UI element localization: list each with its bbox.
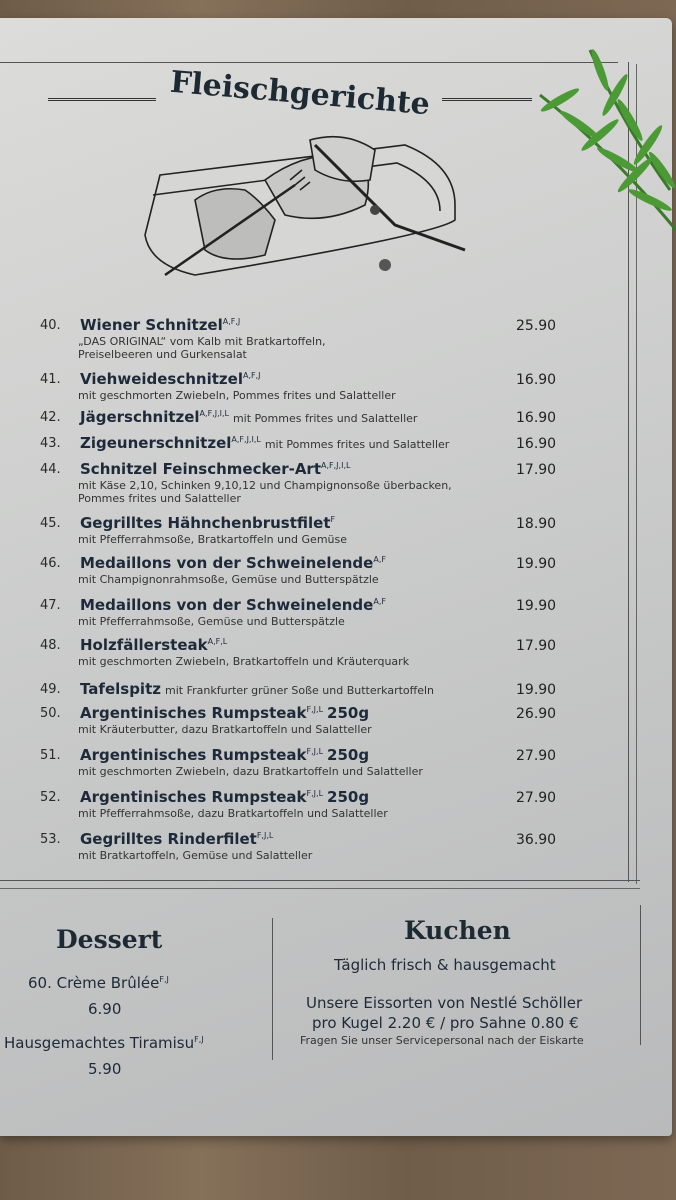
description-line: mit Kräuterbutter, dazu Bratkartoffeln und Salatteller (78, 723, 372, 736)
menu-item-name (80, 434, 449, 452)
menu-item-number: 53. (40, 832, 61, 847)
description-line: Pommes frites und Salatteller (78, 492, 241, 505)
allergen-codes: F,J,L (306, 747, 324, 756)
allergen-codes: A,F,J (222, 317, 241, 326)
menu-item-title: Schnitzel Feinschmecker-Art (80, 460, 322, 478)
menu-item-price: 17.90 (516, 638, 557, 654)
menu-item-name (80, 704, 369, 722)
ice-cream-note: Fragen Sie unser Servicepersonal nach der Eiskarte (300, 1034, 584, 1047)
menu-item-number: 50. (40, 706, 61, 721)
menu-item-description (78, 533, 347, 546)
menu-item-name (80, 316, 240, 334)
menu-item-title: Wiener Schnitzel (80, 316, 223, 334)
allergen-codes: F,J,L (306, 705, 324, 714)
description-line: mit Käse 2,10, Schinken 9,10,12 und Champignonsoße überbacken, (78, 479, 452, 492)
menu-item (0, 556, 620, 596)
menu-item-description (78, 655, 409, 668)
menu-item-price: 16.90 (516, 410, 557, 426)
menu-item-description (78, 723, 372, 736)
menu-item-title: Medaillons von der Schweinelende (80, 596, 374, 614)
menu-item-inline-description: mit Frankfurter grüner Soße und Butterkartoffeln (164, 684, 435, 697)
menu-item-title: Tafelspitz (80, 680, 161, 698)
menu-item-description (78, 765, 423, 778)
description-line: „DAS ORIGINAL“ vom Kalb mit Bratkartoffeln, (78, 335, 326, 348)
menu-item-weight: 250g (327, 788, 370, 806)
description-line: mit Champignonrahmsoße, Gemüse und Butterspätzle (78, 573, 379, 586)
menu-item-name (80, 460, 350, 478)
menu-item-number: 47. (40, 598, 61, 613)
menu-item-price: 27.90 (516, 790, 557, 806)
menu-item-title: Zigeunerschnitzel (80, 434, 232, 452)
kuchen-title: Kuchen (404, 916, 511, 945)
menu-item-title: Argentinisches Rumpsteak (80, 704, 307, 722)
menu-item-number: 42. (40, 410, 61, 425)
description-line: mit Pfefferrahmsoße, dazu Bratkartoffeln und Salatteller (78, 807, 388, 820)
menu-item-number: 51. (40, 748, 61, 763)
frame-top-line (0, 62, 618, 63)
steak-board-illustration (135, 125, 475, 290)
allergen-codes: F,J,L (256, 831, 274, 840)
menu-item (0, 460, 620, 505)
menu-item-number: 49. (40, 682, 61, 697)
menu-item-description (78, 573, 379, 586)
allergen-codes: A,F,J,I,L (321, 461, 351, 470)
menu-item-price: 36.90 (516, 832, 557, 848)
allergen-codes: F (330, 515, 336, 524)
menu-item-number: 45. (40, 516, 61, 531)
menu-item-title: Argentinisches Rumpsteak (80, 746, 307, 764)
menu-item-title: Argentinisches Rumpsteak (80, 788, 307, 806)
menu-item-name (80, 408, 417, 426)
menu-item-description (78, 335, 326, 361)
menu-item (0, 790, 620, 830)
menu-item (0, 372, 620, 412)
menu-item-weight: 250g (327, 746, 370, 764)
description-line: mit geschmorten Zwiebeln, Pommes frites und Salatteller (78, 389, 396, 402)
menu-item-name (80, 514, 335, 532)
menu-item-name (80, 746, 369, 764)
menu-item-title: Jägerschnitzel (80, 408, 200, 426)
menu-item-price: 18.90 (516, 516, 557, 532)
menu-item-name (80, 788, 369, 806)
menu-item-title: Viehweideschnitzel (80, 370, 243, 388)
section-title: Fleischgerichte (168, 64, 432, 123)
dessert-title: Dessert (56, 925, 163, 954)
description-line: mit Bratkartoffeln, Gemüse und Salatteller (78, 849, 313, 862)
menu-item-name (80, 680, 434, 698)
menu-item (0, 706, 620, 746)
menu-item-price: 27.90 (516, 748, 557, 764)
frame-bottom-line (0, 880, 640, 881)
menu-item-inline-description: mit Pommes frites und Salatteller (232, 412, 418, 425)
menu-item (0, 638, 620, 678)
allergen-codes: F,J,L (306, 789, 324, 798)
allergen-codes: A,F (373, 555, 386, 564)
allergen-codes: A,F,J (242, 371, 261, 380)
menu-item-title: Medaillons von der Schweinelende (80, 554, 374, 572)
dessert-item-name: Hausgemachtes Tiramisu$^{F,J}$ (4, 1034, 204, 1052)
menu-item-title: Gegrilltes Rinderfilet (80, 830, 257, 848)
menu-item-name (80, 596, 386, 614)
frame-bottom-line-inner (0, 888, 640, 889)
menu-item-price: 19.90 (516, 598, 557, 614)
menu-item (0, 748, 620, 788)
menu-item-description (78, 389, 396, 402)
menu-item-price: 19.90 (516, 556, 557, 572)
rosemary-icon (530, 40, 676, 245)
title-rule-right (442, 98, 532, 101)
menu-item-description (78, 479, 452, 505)
description-line: mit geschmorten Zwiebeln, dazu Bratkartoffeln und Salatteller (78, 765, 423, 778)
dessert-item-price: 5.90 (88, 1060, 122, 1078)
menu-item-price: 26.90 (516, 706, 557, 722)
menu-item-number: 48. (40, 638, 61, 653)
menu-item (0, 516, 620, 556)
description-line: Preiselbeeren und Gurkensalat (78, 348, 247, 361)
menu-item-number: 43. (40, 436, 61, 451)
menu-item-name (80, 830, 273, 848)
menu-item (0, 598, 620, 638)
menu-item-price: 17.90 (516, 462, 557, 478)
menu-item-inline-description: mit Pommes frites und Salatteller (264, 438, 450, 451)
description-line: mit geschmorten Zwiebeln, Bratkartoffeln und Kräuterquark (78, 655, 410, 668)
right-border-line (640, 905, 641, 1045)
menu-item-number: 52. (40, 790, 61, 805)
menu-item-name (80, 636, 227, 654)
allergen-codes: A,F (373, 597, 386, 606)
ice-cream-price-line: pro Kugel 2.20 € / pro Sahne 0.80 € (312, 1014, 579, 1032)
kuchen-subtitle: Täglich frisch & hausgemacht (334, 956, 556, 974)
menu-item-title: Holzfällersteak (80, 636, 208, 654)
menu-item-name (80, 370, 261, 388)
menu-item-name (80, 554, 386, 572)
menu-item-weight: 250g (327, 704, 370, 722)
dessert-kuchen-divider (272, 918, 273, 1060)
menu-item-number: 46. (40, 556, 61, 571)
menu-item-title: Gegrilltes Hähnchenbrustfilet (80, 514, 331, 532)
description-line: mit Pfefferrahmsoße, Bratkartoffeln und Gemüse (78, 533, 348, 546)
menu-item-price: 16.90 (516, 436, 557, 452)
menu-item-number: 41. (40, 372, 61, 387)
menu-item (0, 832, 620, 872)
allergen-codes: A,F,J,I,L (199, 409, 229, 418)
title-rule-left (48, 98, 156, 101)
menu-item-price: 19.90 (516, 682, 557, 698)
menu-item-description (78, 807, 388, 820)
menu-item-number: 44. (40, 462, 61, 477)
allergen-codes: A,F,L (207, 637, 228, 646)
menu-item-description (78, 615, 345, 628)
menu-item-number: 40. (40, 318, 61, 333)
description-line: mit Pfefferrahmsoße, Gemüse und Butterspätzle (78, 615, 345, 628)
ice-cream-line: Unsere Eissorten von Nestlé Schöller (306, 994, 583, 1012)
menu-item-description (78, 849, 312, 862)
menu-item-price: 16.90 (516, 372, 557, 388)
dessert-item-price: 6.90 (88, 1000, 122, 1018)
dessert-item-name: 60. Crème Brûlée$^{F,J}$ (28, 974, 169, 992)
menu-item (0, 316, 620, 361)
menu-item-price: 25.90 (516, 318, 557, 334)
allergen-codes: A,F,J,I,L (231, 435, 261, 444)
